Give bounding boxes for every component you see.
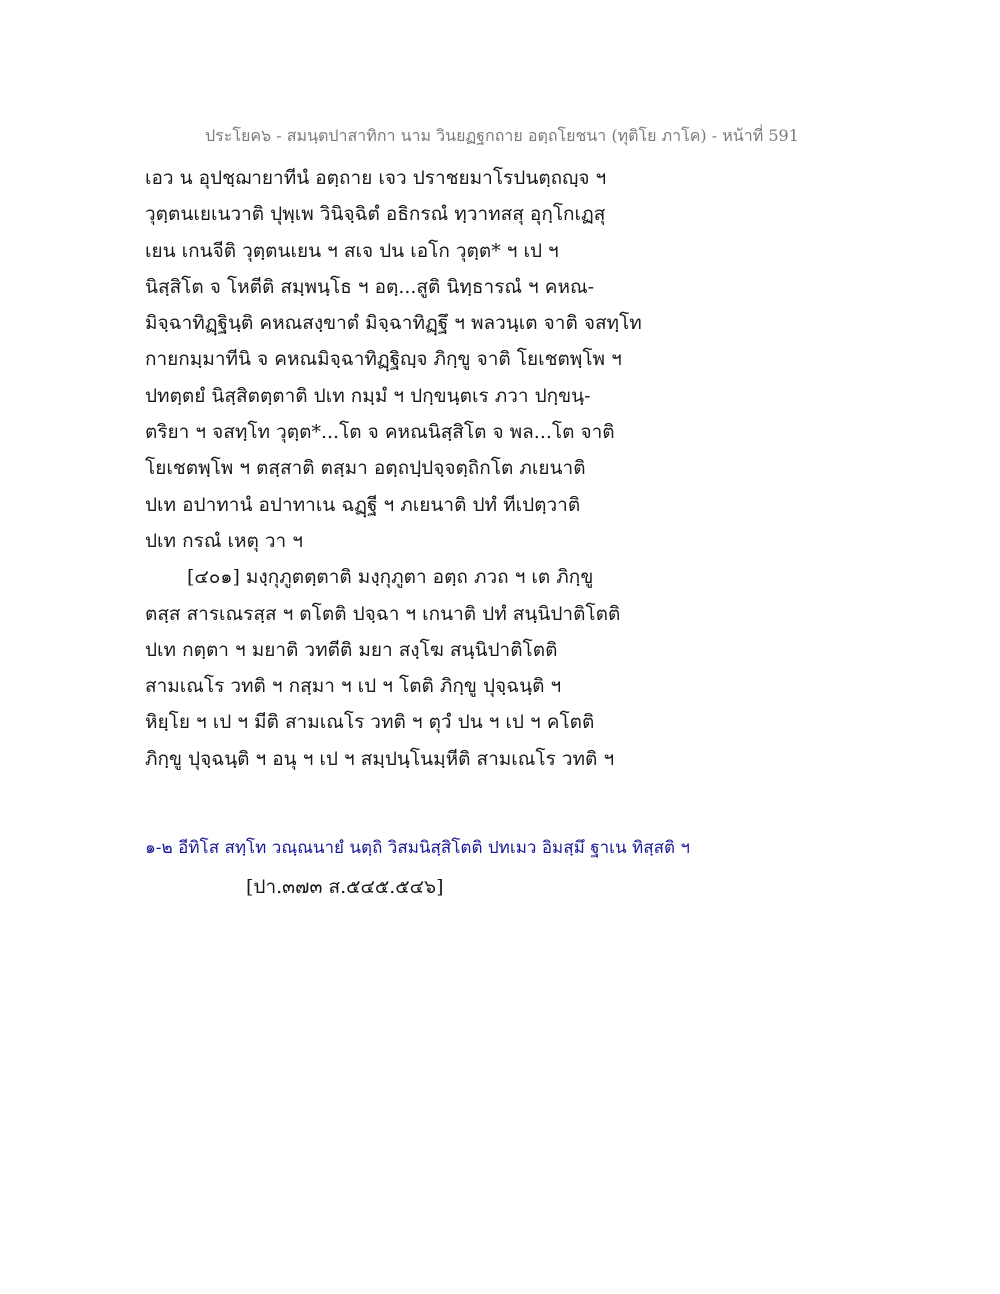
paragraph-start-line: [๔๐๑] มงฺกุภูตตฺตาติ มงฺกุภูตา อตฺถ ภวถ ฯ เต ภิกฺขู xyxy=(187,566,594,589)
text-line: กายกมฺมาทีนิ จ คหณมิจฺฉาทิฏฺฐิญฺจ ภิกฺขู จาติ โยเชตพฺโพ ฯ xyxy=(145,348,622,371)
text-line: สามเณโร วทติ ฯ กสฺมา ฯ เป ฯ โตติ ภิกฺขู ปุจฺฉนฺติ ฯ xyxy=(145,675,562,698)
text-line: มิจฺฉาทิฏฺฐินฺติ คหณสงฺขาตํ มิจฺฉาทิฏฺฐึ ฯ พลวนฺเต จาติ จสทฺโท xyxy=(145,312,642,335)
text-line: ภิกฺขู ปุจฺฉนฺติ ฯ อนุ ฯ เป ฯ สมฺปนฺโนมฺหีติ สามเณโร วทติ ฯ xyxy=(145,747,615,770)
page-header: ประโยค๖ - สมนฺตปาสาทิกา นาม วินยฏฐกถาย อตฺถโยชนา (ทุติโย ภาโค) - หน้าที่ 591 xyxy=(205,126,799,145)
footnote: ๑-๒ อีทิโส สทฺโท วณฺณนายํ นตฺถิ วิสมนิสฺสิโตติ ปทเมว อิมสฺมึ ฐาเน ทิสฺสติ ฯ xyxy=(145,838,690,858)
text-line: ปเท กรณํ เหตุ วา ฯ xyxy=(145,529,303,552)
page-reference: [ปา.๓๗๓ ส.๕๔๕.๕๔๖] xyxy=(246,876,444,898)
text-line: ปทตฺตยํ นิสฺสิตตฺตาติ ปเท กมฺมํ ฯ ปกฺขนฺตเร ภวา ปกฺขนฺ- xyxy=(145,384,591,407)
text-line: ตริยา ฯ จสทฺโท วุตฺต*...โต จ คหณนิสฺสิโต จ พล...โต จาติ xyxy=(145,421,615,444)
text-line: วุตฺตนเยเนวาติ ปุพฺเพ วินิจฺฉิตํ อธิกรณํ ทฺวาทสสุ อุกฺโกเฏสุ xyxy=(145,203,606,226)
text-line: ตสฺส สารเณรสฺส ฯ ตโตติ ปจฺฉา ฯ เกนาติ ปทํ สนฺนิปาติโตติ xyxy=(145,602,621,625)
text-line: ปเท อปาทานํ อปาทาเน ฉฏฺฐี ฯ ภเยนาติ ปทํ ทีเปตฺวาติ xyxy=(145,493,581,516)
text-line: ปเท กตฺตา ฯ มยาติ วทตีติ มยา สงฺโฆ สนฺนิปาติโตติ xyxy=(145,638,558,661)
text-line: โยเชตพฺโพ ฯ ตสฺสาติ ตสฺมา อตฺถปฺปจฺจตฺถิกโต ภเยนาติ xyxy=(145,457,586,480)
text-line: นิสฺสิโต จ โหตีติ สมฺพนฺโธ ฯ อตฺ...สูติ นิทฺธารณํ ฯ คหณ- xyxy=(145,275,595,298)
text-line: เยน เกนจีติ วุตฺตนเยน ฯ สเจ ปน เอโก วุตฺต* ฯ เป ฯ xyxy=(145,239,559,262)
text-line: เอว น อุปชฺฌายาทีนํ อตฺถาย เจว ปราชยมาโรปนตฺถญฺจ ฯ xyxy=(145,167,607,189)
text-line: หิยฺโย ฯ เป ฯ มีติ สามเณโร วทติ ฯ ตุวํ ปน ฯ เป ฯ คโตติ xyxy=(145,711,595,734)
body-text xyxy=(145,160,905,777)
